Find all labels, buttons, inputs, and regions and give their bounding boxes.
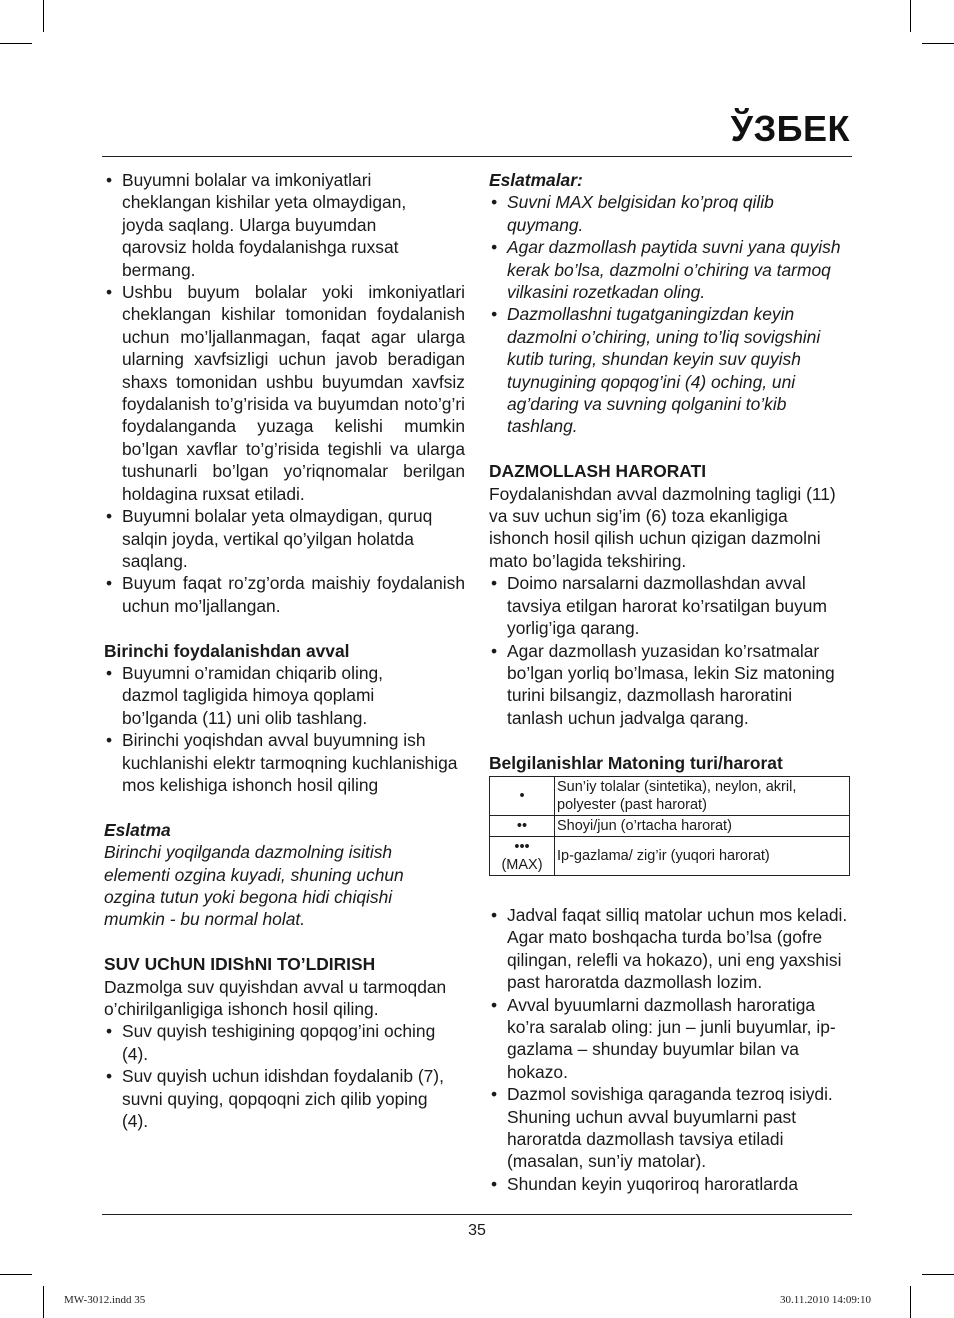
section-heading: SUV UChUN IDIShNI TO’LDIRISH (104, 954, 376, 975)
paragraph: Foydalanishdan avval dazmolning tagligi (11) va suv uchun sig’im (6) toza ekanligiga ishonch hosil qilish uchun qizigan dazmolni mato bo’lagida tekshiring. (489, 483, 836, 571)
list-item: • Ushbu buyum bolalar yoki imkoniyatlari cheklangan kishilar tomonidan foydalanish uchun mo’ljallanmagan, faqat agar ularga ularning xavfsizligi uchun javob beradigan shaxs tomonidan ushbu buyumdan xavfsiz foydalanish to’g’risida va buyumdan noto’g’ri foydalanganda yuzaga kelishi mumkin bo’lgan xavflar to’g’risida tegishli va ularga tushunarli bo’lgan yo’riqnomalar berilgan holdagina ruxsat etiladi. (104, 281, 465, 505)
crop-mark (922, 43, 954, 44)
crop-mark (0, 43, 32, 44)
table-row (490, 776, 850, 815)
fill-list (104, 1020, 465, 1132)
crop-mark (910, 0, 911, 32)
footer-file: MW-3012.indd 35 (64, 1294, 146, 1306)
list-item: • Dazmol sovishiga qaraganda tezroq isiydi. Shuning uchun avval buyumlarni past haroratda dazmollash tavsiya etiladi (masalan, sun’iy matolar). (489, 1083, 851, 1173)
list-item: • Agar dazmollash paytida suvni yana quyish kerak bo’lsa, dazmolni o’chiring va tarmoq vilkasini rozetkadan oling. (489, 236, 851, 303)
footer-timestamp: 30.11.2010 14:09:10 (780, 1294, 871, 1306)
safety-list (104, 169, 465, 617)
page-number: 35 (468, 1222, 486, 1239)
list-item: • Buyum faqat ro’zg’orda maishiy foydalanish uchun mo’ljallangan. (104, 572, 465, 617)
list-item: • Doimo narsalarni dazmollashdan avval tavsiya etilgan harorat ko’rsatilgan buyum yorlig’iga qarang. (489, 572, 851, 639)
temperature-list (489, 572, 851, 729)
list-item: • Buyumni o’ramidan chiqarib oling, dazmol tagligida himoya qoplami bo’lganda (11) uni olib tashlang. (104, 662, 465, 729)
list-item: • Suvni MAX belgisidan ko’proq qilib quymang. (489, 191, 851, 236)
fabric-temperature-table (489, 776, 850, 876)
paragraph: Dazmolga suv quyishdan avval u tarmoqdan o’chirilganligiga ishonch hosil qiling. (104, 976, 447, 1019)
footer-rule (102, 1214, 852, 1215)
page-title: ЎЗБЕК (730, 108, 850, 149)
section-heading: DAZMOLLASH HARORATI (489, 461, 707, 482)
left-column (104, 169, 465, 1132)
crop-mark (0, 1274, 32, 1275)
temperature-symbol: • (490, 776, 555, 815)
list-item: • Dazmollashni tugatganingizdan keyin dazmolni o’chiring, uning to’liq sovigshini kutib turing, shundan keyin suv quyish tuynugining qopqog’ini (4) oching, uni ag’daring va suvning qolganini to’kib tashlang. (489, 303, 851, 437)
right-column (489, 169, 851, 1195)
first-use-list (104, 662, 465, 796)
table-row (490, 836, 850, 875)
list-item: • Buyumni bolalar yeta olmaydigan, quruq salqin joyda, vertikal qo’yilgan holatda saqlang. (104, 505, 465, 572)
list-item: • Suv quyish teshigining qopqog’ini oching (4). (104, 1020, 465, 1065)
notes-list (489, 191, 851, 437)
crop-mark (43, 0, 44, 32)
ironing-tips-list (489, 904, 851, 1195)
note-heading: Eslatma (104, 819, 171, 840)
list-item: • Jadval faqat silliq matolar uchun mos keladi. Agar mato boshqacha turda bo’lsa (gofre qilingan, relefli va hokazo), uni eng yaxshisi past haroratda dazmollash lozim. (489, 904, 851, 994)
list-item: • Agar dazmollash yuzasidan ko’rsatmalar bo’lgan yorliq bo’lmasa, lekin Siz matoning turini bilsangiz, dazmollash haroratini tanlash uchun jadvalga qarang. (489, 640, 851, 730)
temperature-symbol-note: (MAX) (501, 856, 543, 873)
section-heading: Birinchi foydalanishdan avval (104, 640, 350, 661)
header-rule (102, 156, 852, 157)
list-item: • Birinchi yoqishdan avval buyumning ish kuchlanishi elektr tarmoqning kuchlanishiga mos kelishiga ishonch hosil qiling (104, 729, 465, 796)
notes-heading: Eslatmalar: (489, 170, 583, 190)
list-item: • Shundan keyin yuqoriroq haroratlarda (489, 1173, 851, 1195)
note-text: Birinchi yoqilganda dazmolning isitish elementi ozgina kuyadi, shuning uchun ozgina tutun yoki begona hidi chiqishi mumkin - bu normal holat. (104, 842, 404, 930)
fabric-type: Shoyi/jun (o’rtacha harorat) (555, 815, 850, 836)
list-item: • Buyumni bolalar va imkoniyatlari cheklangan kishilar yeta olmaydigan, joyda saqlang. Ularga buyumdan qarovsiz holda foydalanishga ruxsat bermang. (104, 169, 465, 281)
table-heading: Belgilanishlar Matoning turi/harorat (489, 752, 783, 773)
list-item: • Suv quyish uchun idishdan foydalanib (7), suvni quying, qopqoqni zich qilib yoping (4). (104, 1065, 465, 1132)
fabric-type: Ip-gazlama/ zig’ir (yuqori harorat) (555, 836, 850, 875)
crop-mark (43, 1286, 44, 1318)
temperature-symbol-cell (490, 836, 555, 875)
crop-mark (910, 1286, 911, 1318)
fabric-type: Sun’iy tolalar (sintetika), neylon, akril, polyester (past harorat) (555, 776, 850, 815)
crop-mark (922, 1274, 954, 1275)
temperature-symbol: ••• (514, 838, 530, 855)
table-row (490, 815, 850, 836)
temperature-symbol: •• (490, 815, 555, 836)
list-item: • Avval byuumlarni dazmollash haroratiga ko’ra saralab oling: jun – junli buyumlar, ip-gazlama – shunday buyumlar bilan va hokazo. (489, 994, 851, 1084)
